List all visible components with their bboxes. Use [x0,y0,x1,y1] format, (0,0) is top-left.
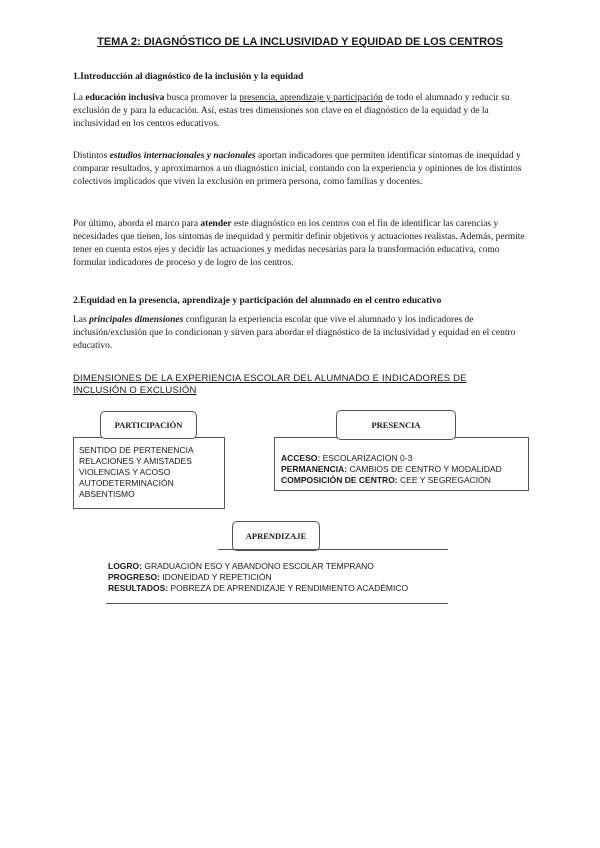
aprendizaje-value: GRADUACIÓN ESO Y ABANDONO ESCOLAR TEMPRANO [142,561,374,571]
presencia-item [281,453,502,464]
section1-heading: 1.Introducción al diagnóstico de la inclusión y la equidad [73,72,304,82]
presencia-item [281,475,502,486]
aprendizaje-key: LOGRO: [108,561,142,571]
presencia-box [274,437,529,491]
participacion-item: VIOLENCIAS Y ACOSO [79,467,171,477]
aprendizaje-item [108,583,408,594]
presencia-key: ACCESO: [281,453,321,463]
diagram-title: DIMENSIONES DE LA EXPERIENCIA ESCOLAR DEL ALUMNADO E INDICADORES DE INCLUSIÓN O EXCLUSIÓN [73,373,467,396]
text-run: Las [73,315,90,325]
participacion-item: ABSENTISMO [79,489,135,499]
section1-paragraph-2 [73,150,528,189]
underlined-term: presencia, aprendizaje y participación [239,93,383,103]
aprendizaje-key: PROGRESO: [108,572,160,582]
participacion-item: AUTODETERMINACIÓN [79,478,174,488]
aprendizaje-value: IDONEIDAD Y REPETICIÓN [159,572,272,582]
presencia-item [281,464,502,475]
presencia-value: CEE Y SEGREGACIÓN [397,475,491,485]
presencia-key: COMPOSICIÓN DE CENTRO: [281,475,398,485]
text-run: este diagnóstico en los centros con el fin de identificar las carencias y necesidades que tienen, los síntomas de inequidad y permitir definir objetivos y actuaciones realistas. Además, permite tener en cuenta estos ejes y decidir las actuaciones y medidas necesarias para la transformación educativa, como formular indicadores de proceso y de logro de los centros. [73,219,525,268]
aprendizaje-key: RESULTADOS: [108,583,169,593]
aprendizaje-value: POBREZA DE APRENDIZAJE Y RENDIMIENTO ACADÉMICO [168,583,409,593]
participacion-item: SENTIDO DE PERTENENCIA [79,445,194,455]
bold-term: estudios internacionales y nacionales [109,151,256,161]
text-run: busca promover la [164,93,240,103]
text-run: Por último, aborda el marco para [73,219,201,229]
participacion-item: RELACIONES Y AMISTADES [79,456,192,466]
page-title: TEMA 2: DIAGNÓSTICO DE LA INCLUSIVIDAD Y EQUIDAD DE LOS CENTROS [97,36,503,48]
bold-term: atender [200,219,232,229]
aprendizaje-item [108,561,408,572]
aprendizaje-top-rule [218,549,448,550]
text-run: de todo el alumnado y reducir su exclusión de y para la educación. Así, estas tres dimensiones son clave en el diagnóstico de la equidad y de la inclusividad en los centros educativos. [73,93,510,129]
section2-heading: 2.Equidad en la presencia, aprendizaje y participación del alumnado en el centro educativo [73,296,442,306]
section1-paragraph-3 [73,218,528,270]
aprendizaje-label: APRENDIZAJE [232,521,320,551]
aprendizaje-item [108,572,408,583]
bold-term: principales dimensiones [89,315,184,325]
section2-paragraph-1 [73,314,528,353]
text-run: aportan indicadores que permiten identificar síntomas de inequidad y comparar resultados, y aproximarnos a un diagnóstico inicial, contando con la experiencia y opiniones de los distintos colectivos implicados que viven la exclusión en primera persona, como familias y docentes. [73,151,522,187]
aprendizaje-items [108,561,408,594]
participacion-label: PARTICIPACIÓN [100,411,197,439]
section1-paragraph-1 [73,92,528,131]
presencia-label: PRESENCIA [336,410,456,440]
participacion-box [73,437,225,509]
text-run: Distintos [73,151,110,161]
bold-term: educación inclusiva [85,93,165,103]
text-run: configuran la experiencia escolar que vive el alumnado y los indicadores de inclusión/exclusión que lo condicionan y sirven para abordar el diagnóstico de la inclusividad y equidad en el centro educativo. [73,315,516,351]
presencia-value: ESCOLARIZACION 0-3 [320,453,413,463]
presencia-key: PERMANENCIA: [281,464,348,474]
presencia-value: CAMBIOS DE CENTRO Y MODALIDAD [347,464,502,474]
text-run: La [73,93,86,103]
aprendizaje-bottom-rule [106,603,448,604]
